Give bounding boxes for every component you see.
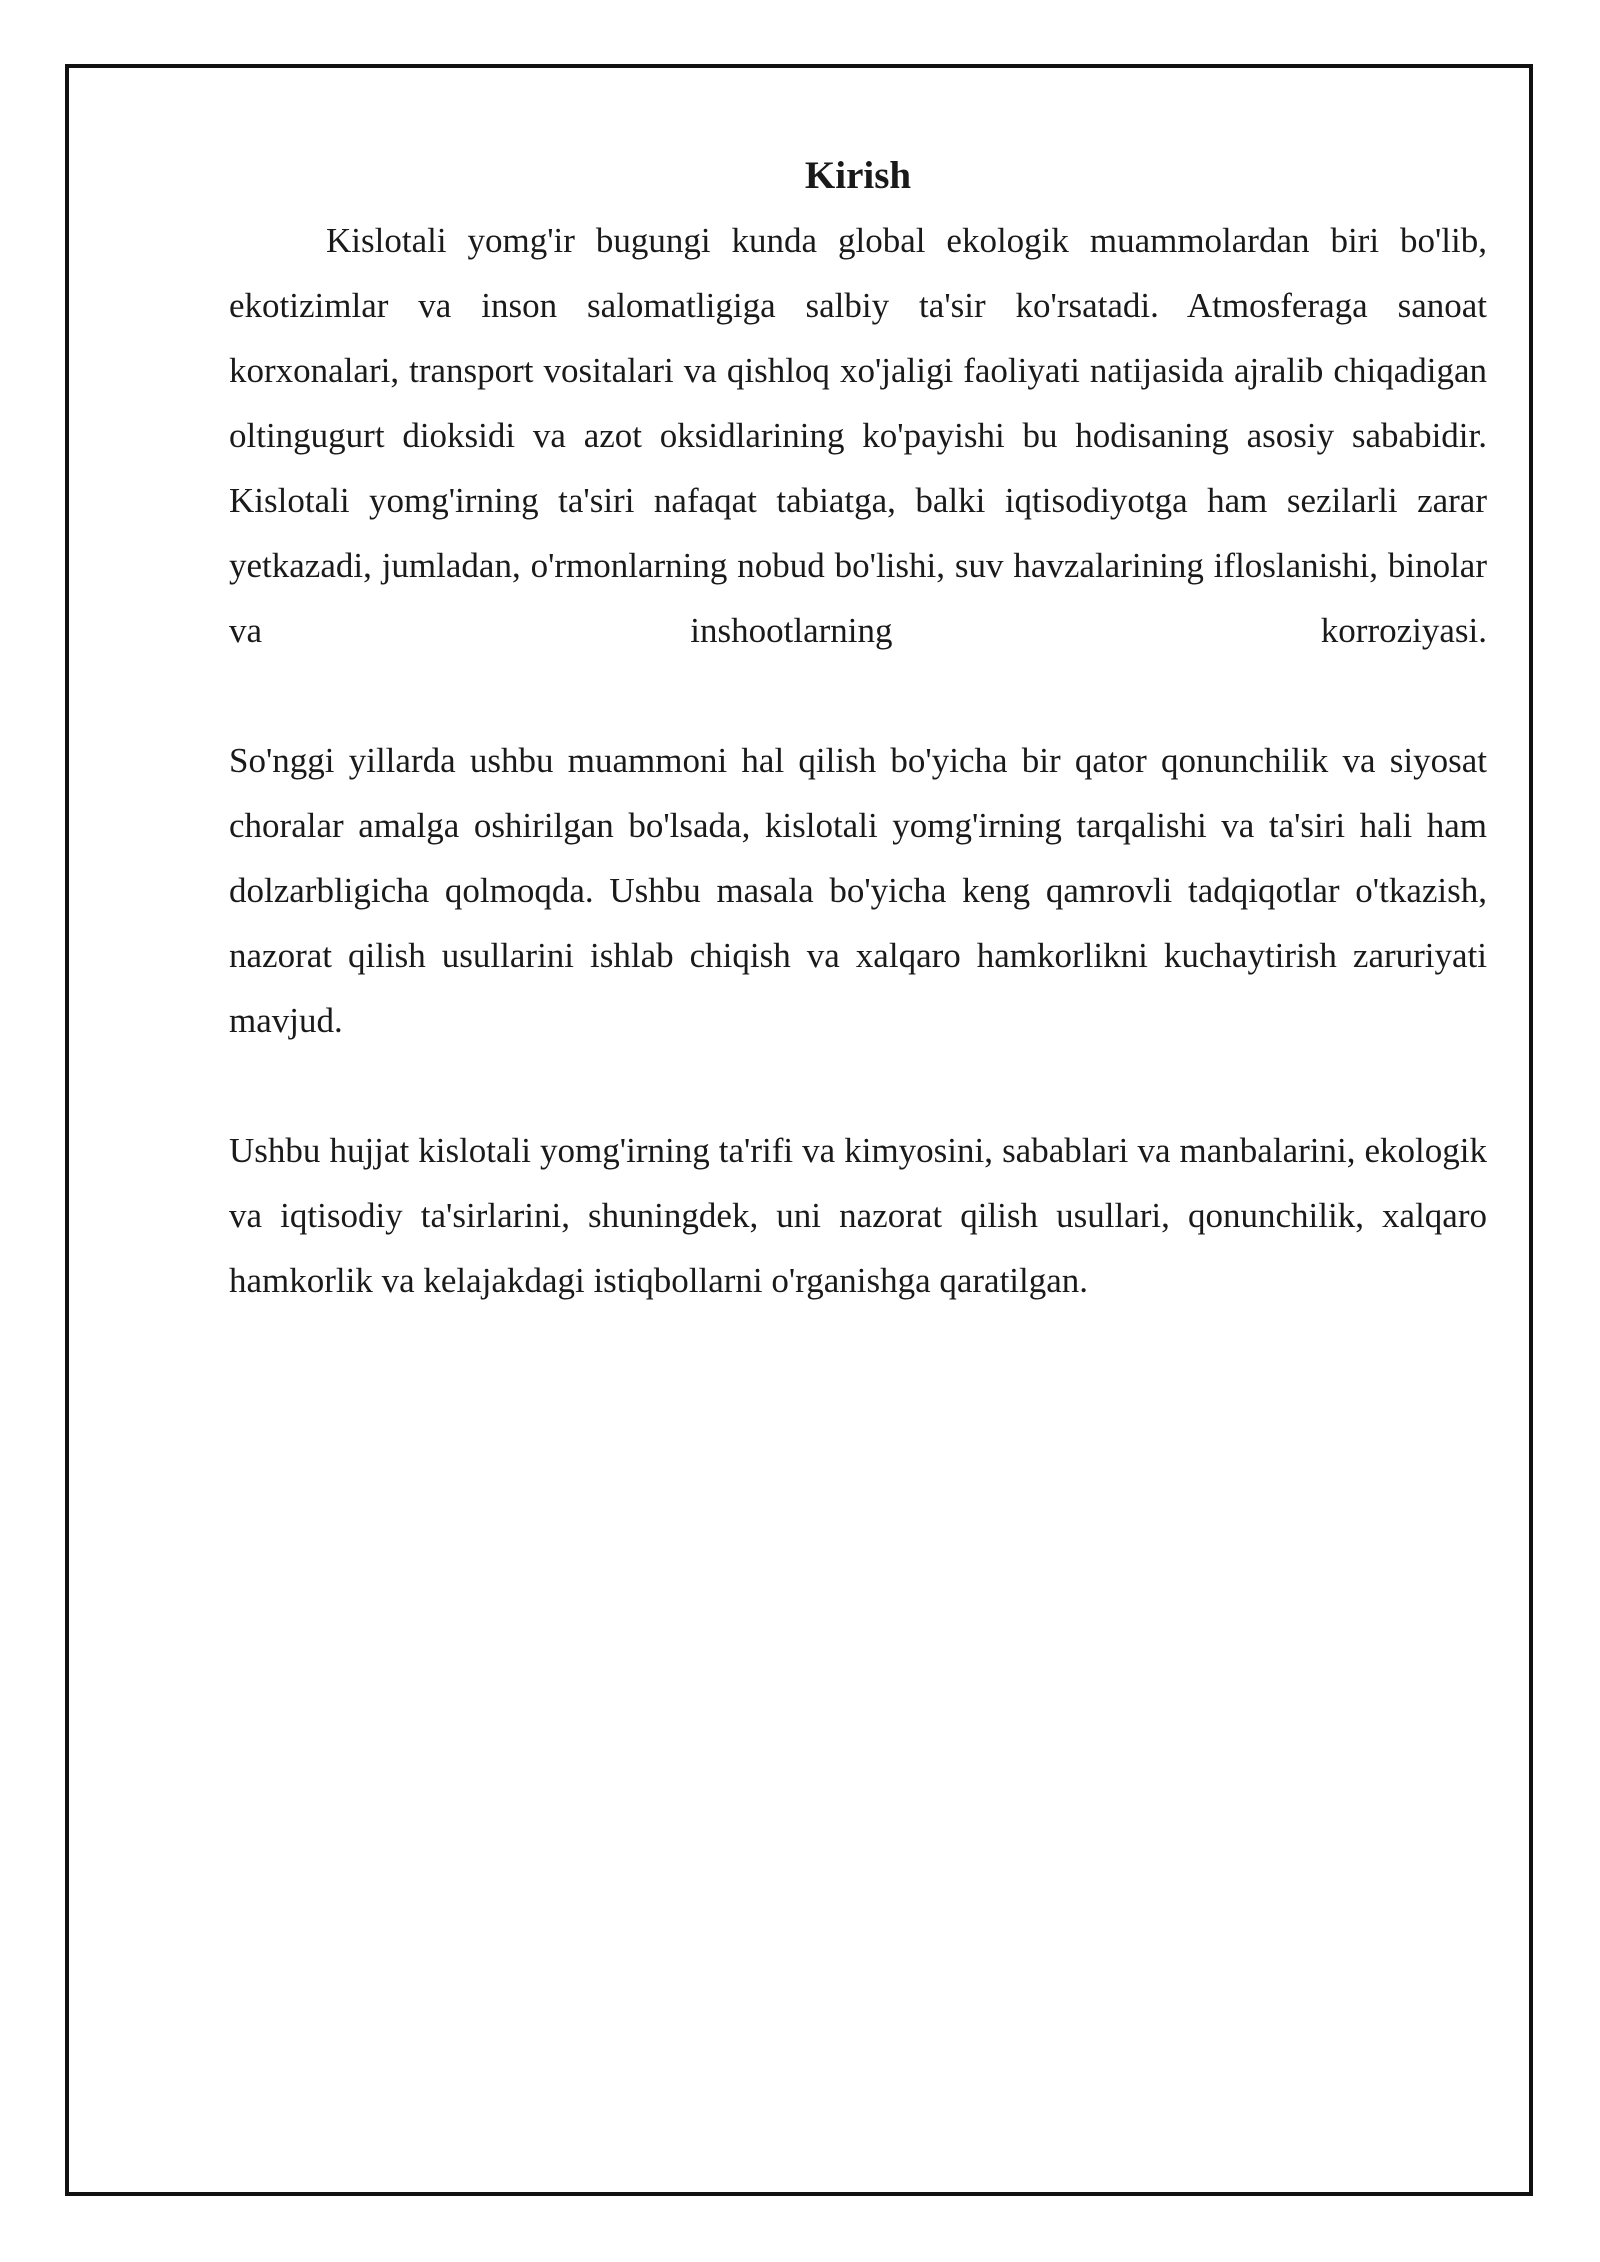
paragraph-3: Ushbu hujjat kislotali yomg'irning ta'rifi va kimyosini, sabablari va manbalarini, ekologik va iqtisodiy ta'sirlarini, shuningdek, uni nazorat qilish usullari, qonunchilik, xalqaro hamkorlik va kelajakdagi istiqbollarni o'rganishga qaratilgan. [229,1131,1487,1300]
document-title: Kirish [804,154,912,197]
document-body [229,148,1487,1313]
paragraph-1: Kislotali yomg'ir bugungi kunda global ekologik muammolardan biri bo'lib, ekotizimlar va inson salomatligiga salbiy ta'sir ko'rsatadi. Atmosferaga sanoat korxonalari, transport vositalari va qishloq xo'jaligi faoliyati natijasida ajralib chiqadigan oltingugurt dioksidi va azot oksidlarining ko'payishi bu hodisaning asosiy sababidir. Kislotali yomg'irning ta'siri nafaqat tabiatga, balki iqtisodiyotga ham sezilarli zarar yetkazadi, jumladan, o'rmonlarning nobud bo'lishi, suv havzalarining ifloslanishi, binolar va inshootlarning korroziyasi. [229,221,1487,650]
paragraph-2: So'nggi yillarda ushbu muammoni hal qilish bo'yicha bir qator qonunchilik va siyosat choralar amalga oshirilgan bo'lsada, kislotali yomg'irning tarqalishi va ta'siri hali ham dolzarbligicha qolmoqda. Ushbu masala bo'yicha keng qamrovli tadqiqotlar o'tkazish, nazorat qilish usullarini ishlab chiqish va xalqaro hamkorlikni kuchaytirish zaruriyati mavjud. [229,741,1487,1040]
